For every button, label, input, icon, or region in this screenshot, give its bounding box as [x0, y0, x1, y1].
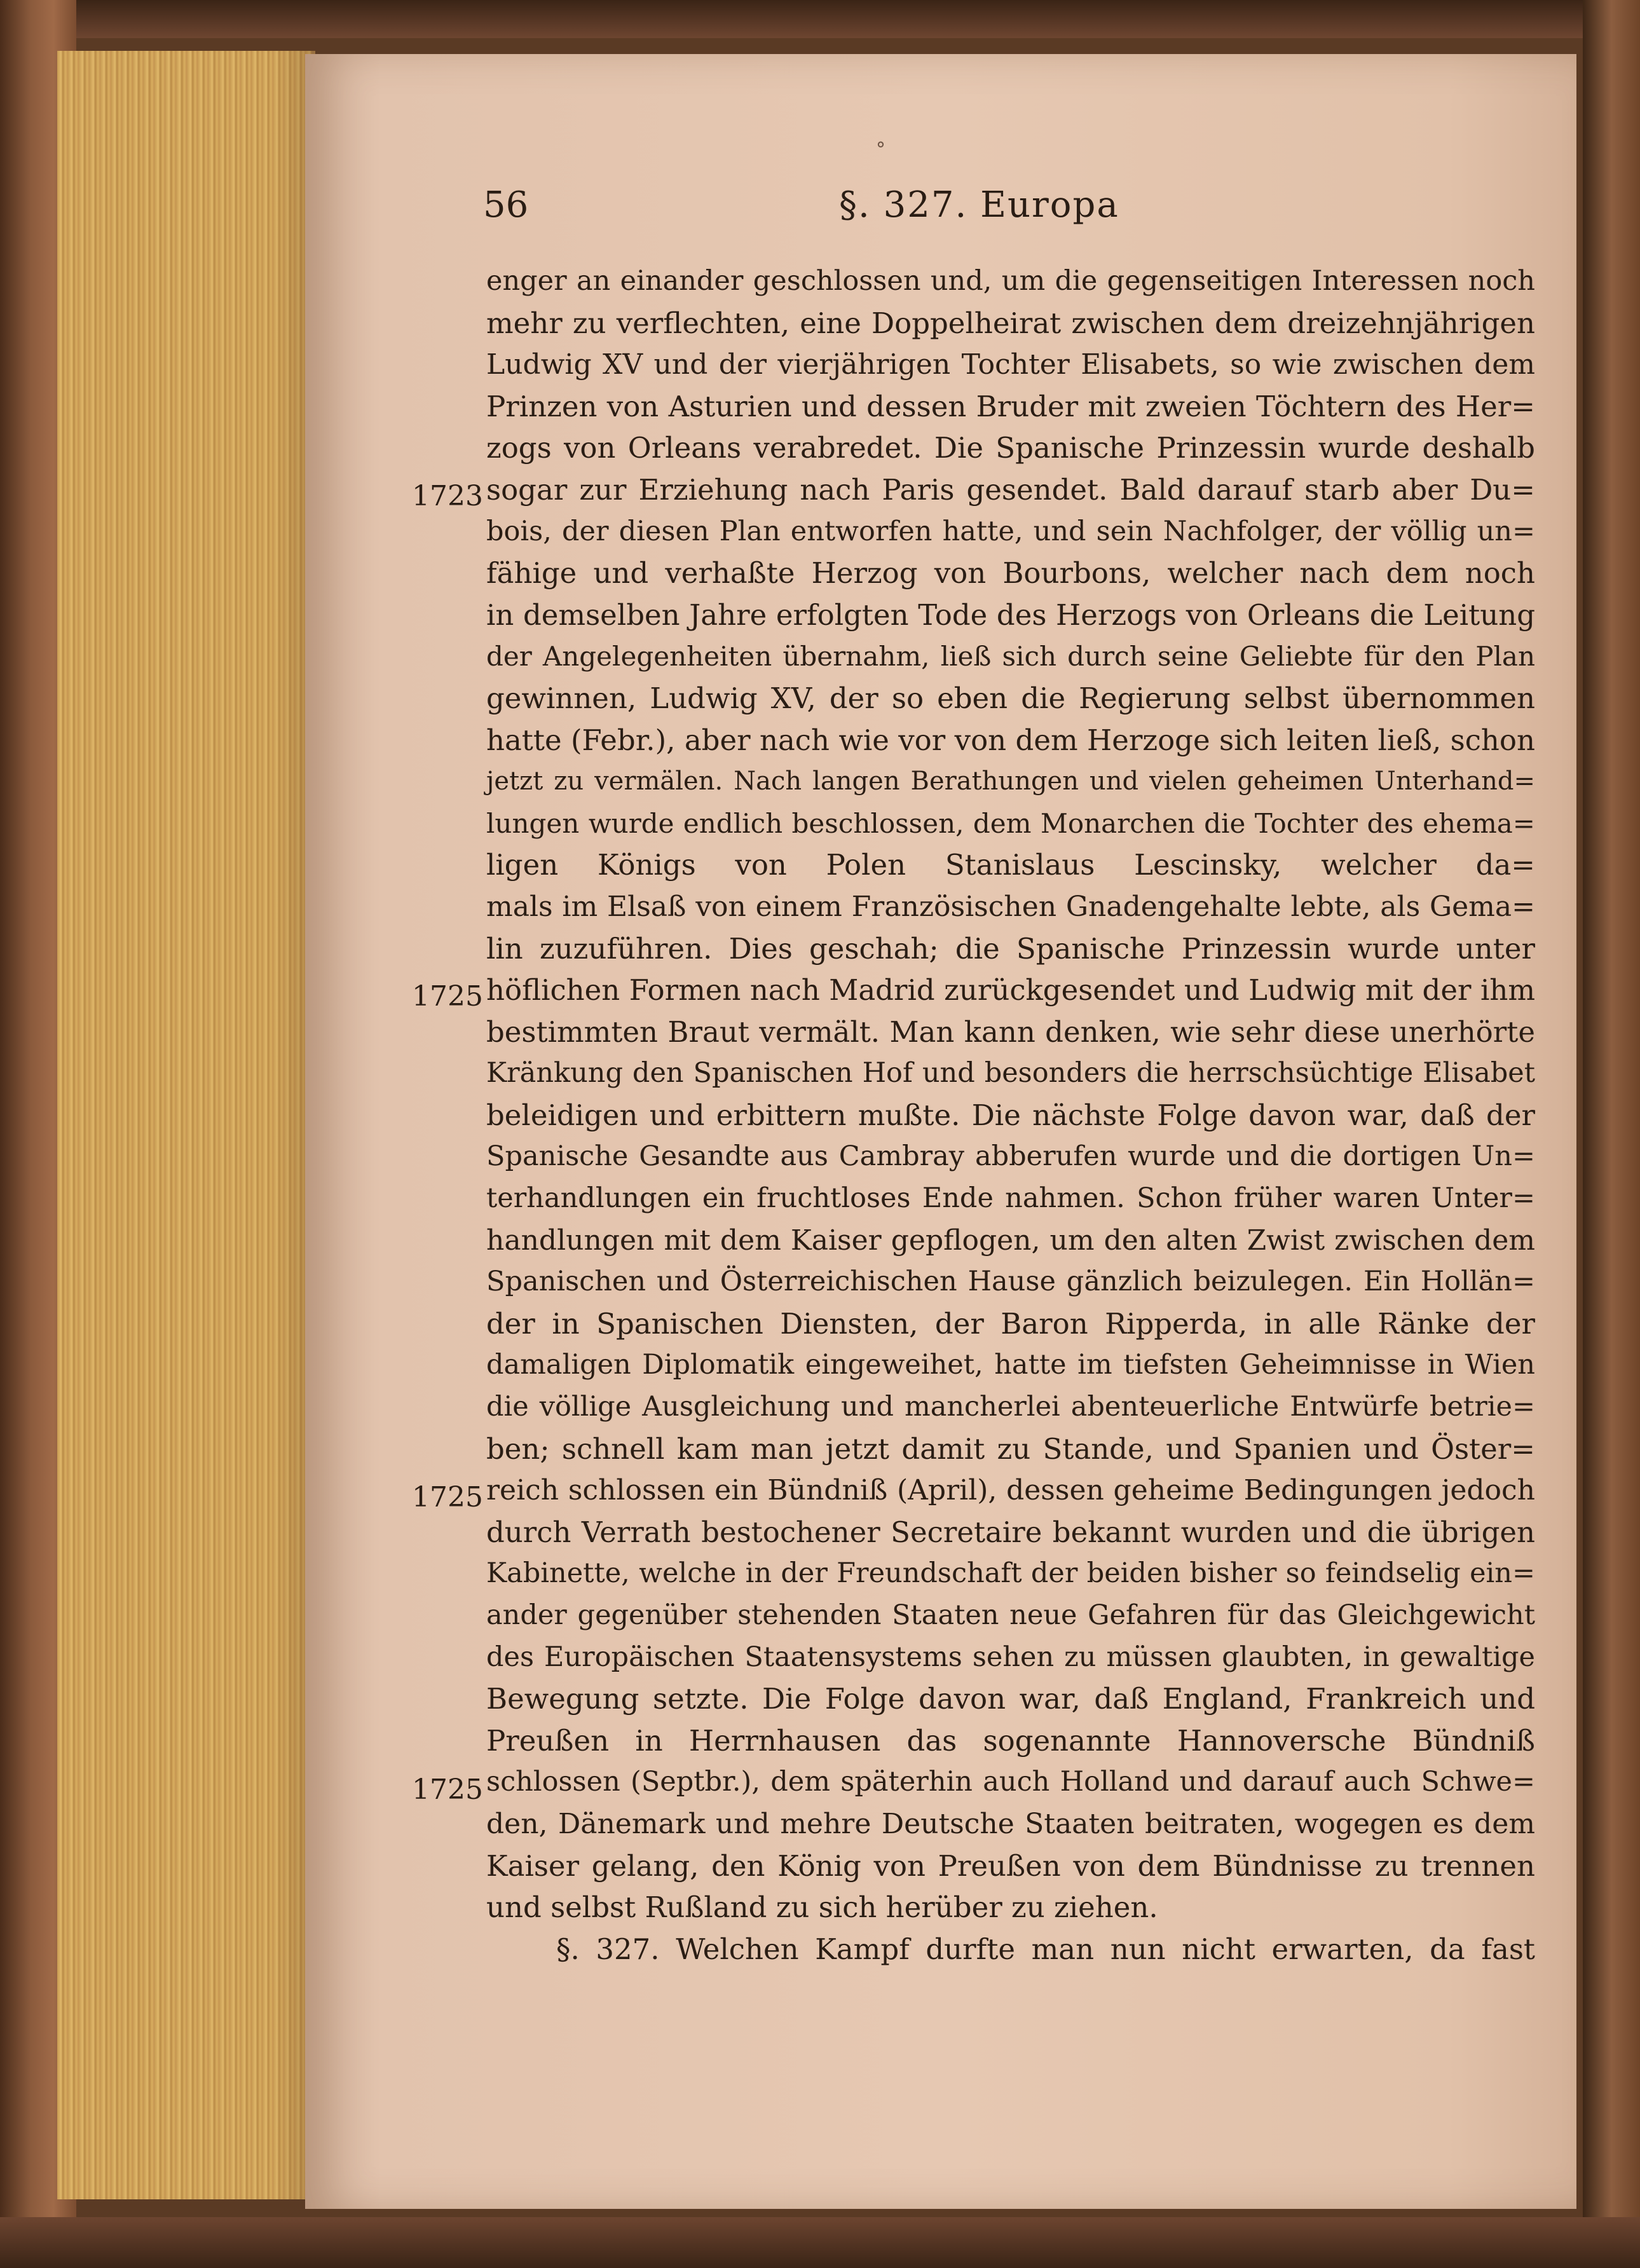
text-line: lin zuzuführen. Dies geschah; die Spanische Prinzessin wurde unter — [486, 931, 1535, 966]
text-line: fähige und verhaßte Herzog von Bourbons, welcher nach dem noch — [486, 556, 1535, 591]
text-line: Kaiser gelang, den König von Preußen von dem Bündnisse zu trennen — [486, 1848, 1535, 1883]
text-line: der in Spanischen Diensten, der Baron Ripperda, in alle Ränke der — [486, 1306, 1535, 1341]
book-cover-top — [0, 0, 1640, 38]
text-line: höflichen Formen nach Madrid zurückgesendet und Ludwig mit der ihm — [486, 973, 1535, 1008]
text-line: handlungen mit dem Kaiser gepflogen, um den alten Zwist zwischen dem — [486, 1224, 1535, 1257]
page-number: 56 — [483, 184, 529, 226]
text-line: und selbst Rußland zu sich herüber zu ziehen. — [486, 1890, 1158, 1925]
text-line: durch Verrath bestochener Secretaire bekannt wurden und die übrigen — [486, 1515, 1535, 1549]
text-line: terhandlungen ein fruchtloses Ende nahmen. Schon früher waren Unter= — [486, 1182, 1535, 1215]
text-line: beleidigen und erbittern mußte. Die nächste Folge davon war, daß der — [486, 1098, 1535, 1132]
section-title: §. 327. Europa — [839, 184, 1119, 226]
text-line: lungen wurde endlich beschlossen, dem Monarchen die Tochter des ehema= — [486, 807, 1535, 839]
body-text — [486, 261, 1535, 1970]
section-start-line: §. 327. Welchen Kampf durfte man nun nicht erwarten, da fast — [556, 1932, 1535, 1966]
margin-year: 1723 — [412, 480, 483, 512]
text-line: sogar zur Erziehung nach Paris gesendet. Bald darauf starb aber Du= — [486, 472, 1535, 507]
text-line: gewinnen, Ludwig XV, der so eben die Regierung selbst übernommen — [486, 681, 1535, 715]
text-line: enger an einander geschlossen und, um die gegenseitigen Interessen noch — [486, 265, 1535, 297]
text-line: Prinzen von Asturien und dessen Bruder mit zweien Töchtern des Her= — [486, 389, 1535, 423]
text-line: die völlige Ausgleichung und mancherlei abenteuerliche Entwürfe betrie= — [486, 1391, 1535, 1423]
text-line: mals im Elsaß von einem Französischen Gnadengehalte lebte, als Gema= — [486, 890, 1535, 923]
text-line: bestimmten Braut vermält. Man kann denken, wie sehr diese unerhörte — [486, 1014, 1535, 1049]
text-line: Kabinette, welche in der Freundschaft der beiden bisher so feindselig ein= — [486, 1557, 1535, 1590]
text-line: ben; schnell kam man jetzt damit zu Stande, und Spanien und Öster= — [486, 1431, 1535, 1466]
text-line: reich schlossen ein Bündniß (April), dessen geheime Bedingungen jedoch — [486, 1474, 1535, 1507]
text-line: den, Dänemark und mehre Deutsche Staaten beitraten, wogegen es dem — [486, 1807, 1535, 1840]
margin-year: 1725 — [412, 1773, 483, 1806]
text-line: Spanische Gesandte aus Cambray abberufen wurde und die dortigen Un= — [486, 1140, 1535, 1173]
text-line: bois, der diesen Plan entworfen hatte, und sein Nachfolger, der völlig un= — [486, 515, 1535, 547]
text-line: des Europäischen Staatensystems sehen zu müssen glaubten, in gewaltige — [486, 1641, 1535, 1673]
text-line: in demselben Jahre erfolgten Tode des Herzogs von Orleans die Leitung — [486, 598, 1535, 632]
text-line: der Angelegenheiten übernahm, ließ sich durch seine Geliebte für den Plan — [486, 641, 1535, 673]
text-line: hatte (Febr.), aber nach wie vor von dem Herzoge sich leiten ließ, schon — [486, 723, 1535, 757]
margin-year: 1725 — [412, 980, 483, 1013]
margin-year: 1725 — [412, 1481, 483, 1513]
book-cover-right — [1583, 0, 1640, 2268]
text-line: Ludwig XV und der vierjährigen Tochter Elisabets, so wie zwischen dem — [486, 348, 1535, 381]
page-edges — [57, 51, 315, 2199]
text-line: ander gegenüber stehenden Staaten neue Gefahren für das Gleichgewicht — [486, 1599, 1535, 1631]
page-header — [483, 184, 1151, 235]
text-line: mehr zu verflechten, eine Doppelheirat zwischen dem dreizehnjährigen — [486, 306, 1535, 340]
text-line: ligen Königs von Polen Stanislaus Lescinsky, welcher da= — [486, 848, 1535, 882]
page-speck: ° — [876, 139, 885, 161]
text-line: jetzt zu vermälen. Nach langen Berathungen und vielen geheimen Unterhand= — [486, 767, 1535, 796]
text-line: Spanischen und Österreichischen Hause gänzlich beizulegen. Ein Hollän= — [486, 1266, 1535, 1298]
text-line: Bewegung setzte. Die Folge davon war, daß England, Frankreich und — [486, 1682, 1535, 1716]
book-cover-bottom — [0, 2217, 1640, 2268]
text-line: schlossen (Septbr.), dem späterhin auch Holland und darauf auch Schwe= — [486, 1766, 1535, 1798]
text-line: Kränkung den Spanischen Hof und besonders die herrschsüchtige Elisabet — [486, 1057, 1535, 1090]
text-line: zogs von Orleans verabredet. Die Spanische Prinzessin wurde deshalb — [486, 431, 1535, 465]
text-line: damaligen Diplomatik eingeweihet, hatte im tiefsten Geheimnisse in Wien — [486, 1349, 1535, 1381]
text-line: Preußen in Herrnhausen das sogenannte Hannoversche Bündniß — [486, 1723, 1535, 1758]
